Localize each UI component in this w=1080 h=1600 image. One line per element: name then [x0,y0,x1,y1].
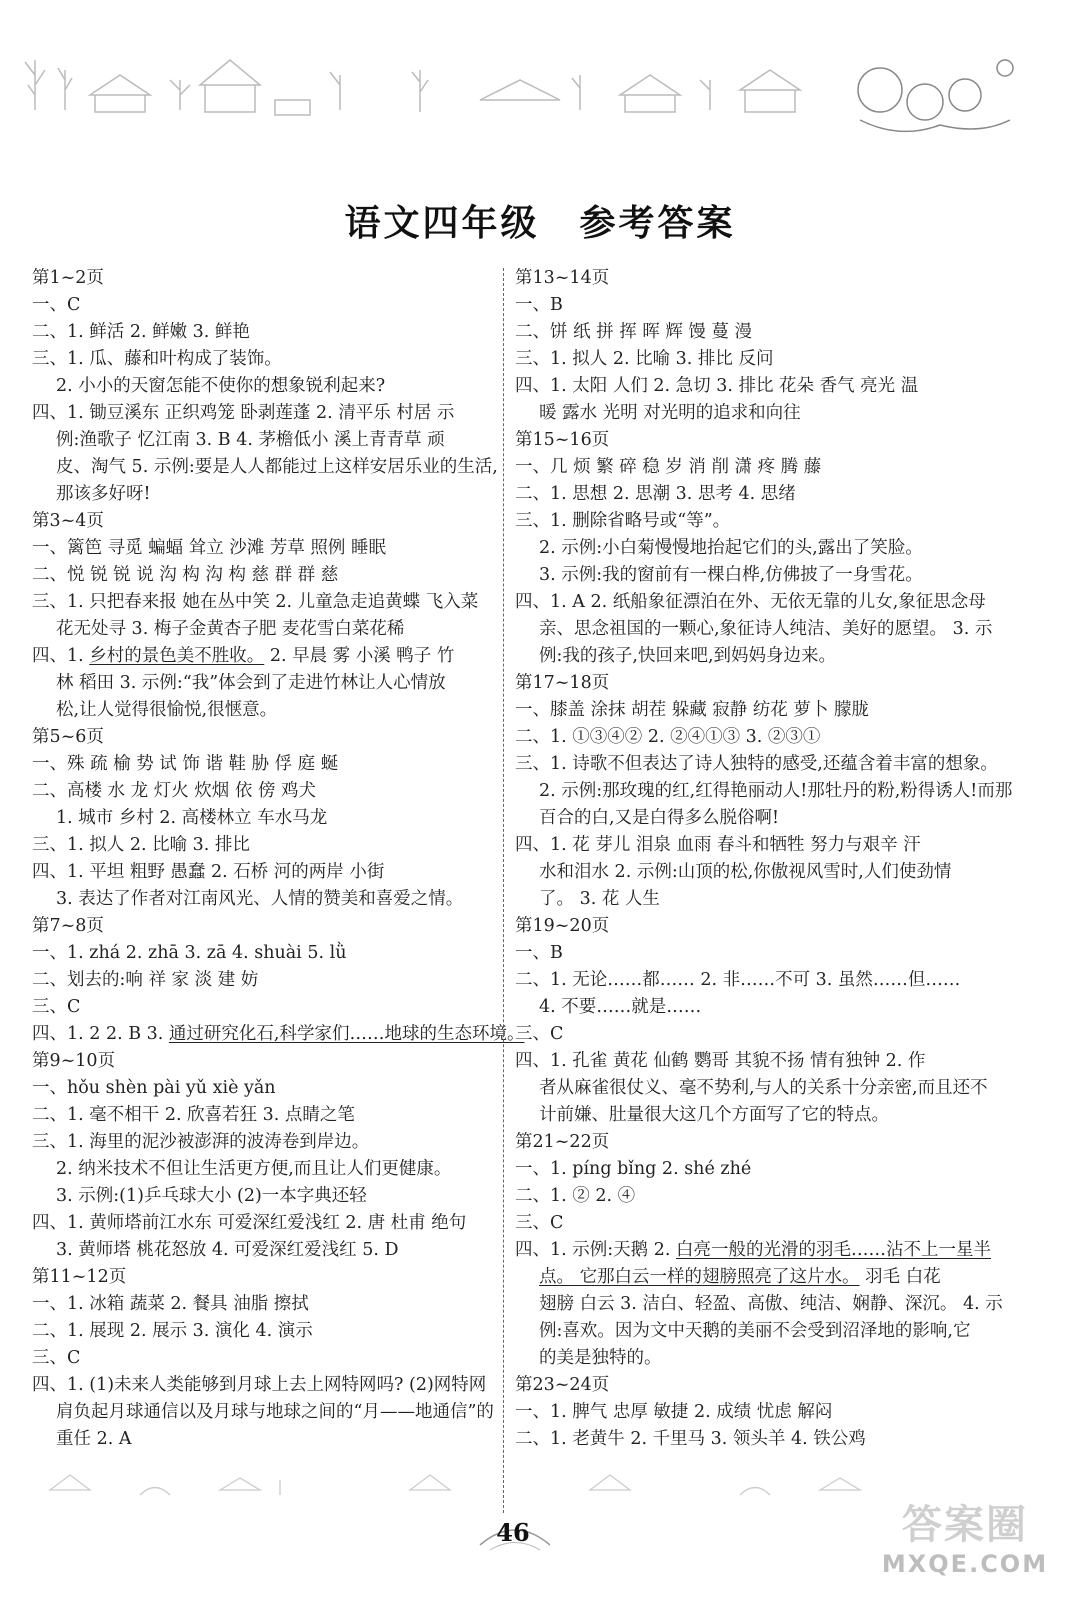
answer-line: 2. 纳米技术不但让生活更方便,而且让人们更健康。 [56,1159,452,1179]
top-decoration [20,40,1060,160]
page-range-heading: 第23~24页 [515,1375,610,1395]
page-number: 46 [496,1518,530,1547]
answer-line: 2. 示例:那玫瑰的红,红得艳丽动人!那牡丹的粉,粉得诱人!而那 [539,781,1013,801]
page-range-heading: 第1~2页 [32,268,104,288]
answer-line: 二、1. 思想 2. 思潮 3. 思考 4. 思绪 [515,484,796,504]
answer-line: 3. 黄师塔 桃花怒放 4. 可爱深红爱浅红 5. D [56,1240,399,1260]
answer-line: 四、1. 花 芽儿 泪泉 血雨 春斗和牺牲 努力与艰辛 汗 [515,835,921,855]
answer-line: 一、C [32,295,81,315]
answer-line: 一、1. píng bǐng 2. shé zhé [515,1159,752,1179]
answer-line [515,1237,1005,1264]
underlined-answer: 白亮一般的光滑的羽毛……沾不上一星半 [675,1240,991,1260]
answer-line: 三、1. 海里的泥沙被澎湃的波涛卷到岸边。 [32,1132,370,1152]
answer-line [32,1021,525,1048]
answer-column-left [32,265,525,1453]
page-range-heading: 第17~18页 [515,673,610,693]
page-range-heading: 第15~16页 [515,430,610,450]
answer-line [32,643,522,670]
answer-line: 亲、思念祖国的一颗心,象征诗人纯洁、美好的愿望。 3. 示 [539,619,993,639]
watermark [870,1500,1060,1590]
answer-line: 例:渔歌子 忆江南 3. B 4. 茅檐低小 溪上青青草 顽 [56,430,445,450]
answer-line: 了。 3. 花 人生 [539,889,660,909]
answer-line: 花无处寻 3. 梅子金黄杏子肥 麦花雪白菜花稀 [56,619,405,639]
answer-line: 一、B [515,295,563,315]
answer-line: 四、1. A 2. 纸船象征漂泊在外、无依无靠的儿女,象征思念母 [515,592,986,612]
answer-line: 二、高楼 水 龙 灯火 炊烟 依 傍 鸡犬 [32,781,316,801]
answer-line: 4. 不要……就是…… [539,997,702,1017]
answer-line: 三、1. 删除省略号或“等”。 [515,511,731,531]
answer-line: 四、1. 孔雀 黄花 仙鹤 鹦哥 其貌不扬 情有独钟 2. 作 [515,1051,926,1071]
answer-line: 2. 示例:小白菊慢慢地抬起它们的头,露出了笑脸。 [539,538,923,558]
answer-line: 四、1. 黄师塔前江水东 可爱深红爱浅红 2. 唐 杜甫 绝句 [32,1213,467,1233]
answer-line: 二、饼 纸 拼 挥 晖 辉 馒 蔓 漫 [515,322,753,342]
answer-line: 二、1. 展现 2. 展示 3. 演化 4. 演示 [32,1321,313,1341]
answer-line: 一、hǒu shèn pài yǔ xiè yǎn [32,1078,276,1098]
answer-line: 四、1. 太阳 人们 2. 急切 3. 排比 花朵 香气 亮光 温 [515,376,919,396]
answer-line: 三、1. 拟人 2. 比喻 3. 排比 反问 [515,349,774,369]
watermark-logo: 答案圈 [902,1502,1028,1548]
page-range-heading: 第5~6页 [32,727,104,747]
answer-line: 三、1. 瓜、藤和叶构成了装饰。 [32,349,282,369]
answer-line: 水和泪水 2. 示例:山顶的松,你傲视风雪时,人们使劲情 [539,862,952,882]
title-answers: 参考答案 [579,202,736,244]
answer-line: 重任 2. A [56,1429,132,1449]
answer-line: 暖 露水 光明 对光明的追求和向往 [539,403,801,423]
answer-line: 一、膝盖 涂抹 胡茬 躲藏 寂静 纺花 萝卜 朦胧 [515,700,869,720]
answer-line: 四、1. 平坦 粗野 愚蠢 2. 石桥 河的两岸 小街 [32,862,385,882]
answer-line: 2. 小小的天窗怎能不使你的想象锐利起来? [56,376,386,396]
answer-line: 3. 示例:(1)乒乓球大小 (2)一本字典还轻 [56,1186,367,1206]
answer-line [515,1264,1005,1291]
answer-line: 三、C [515,1024,564,1044]
answer-line: 松,让人觉得很愉悦,很惬意。 [56,700,278,720]
page-range-heading: 第11~12页 [32,1267,127,1287]
answer-line: 二、1. ①③④② 2. ②④①③ 3. ②③① [515,727,821,747]
page-range-heading: 第7~8页 [32,916,104,936]
answer-line: 3. 表达了作者对江南风光、人情的赞美和喜爱之情。 [56,889,464,909]
answer-line: 三、1. 只把春来报 她在丛中笑 2. 儿童急走追黄蝶 飞入菜 [32,592,479,612]
answer-text: 2. 早晨 雾 小溪 鸭子 竹 [264,646,455,666]
page-range-heading: 第13~14页 [515,268,610,288]
answer-line: 林 稻田 3. 示例:“我”体会到了走进竹林让人心情放 [56,673,446,693]
answer-column-right [515,265,1013,1453]
underlined-answer: 乡村的景色美不胜收。 [89,646,265,666]
title-subject: 语文四年级 [344,202,540,244]
answer-line: 翅膀 白云 3. 洁白、轻盈、高傲、纯洁、娴静、深沉。 4. 示 [539,1294,1003,1314]
answer-text: 四、1. 示例:天鹅 2. [515,1240,676,1260]
answer-line: 肩负起月球通信以及月球与地球之间的“月——地通信”的 [56,1402,494,1422]
answer-text: 四、1. 2 2. B 3. [32,1024,169,1044]
answer-line: 三、C [32,997,81,1017]
answer-line: 一、殊 疏 榆 势 试 饰 谐 鞋 胁 俘 庭 蜒 [32,754,339,774]
underlined-answer: 通过研究化石,科学家们……地球的生态环境。 [168,1024,525,1044]
answer-line: 二、划去的:响 祥 家 淡 建 妨 [32,970,259,990]
answer-line: 二、1. 老黄牛 2. 千里马 3. 领头羊 4. 铁公鸡 [515,1429,866,1449]
answer-line: 一、B [515,943,563,963]
answer-line: 一、几 烦 繁 碎 稳 岁 消 削 潇 疼 腾 藤 [515,457,822,477]
page-range-heading: 第19~20页 [515,916,610,936]
answer-line: 四、1. (1)未来人类能够到月球上去上网特网吗? (2)网特网 [32,1375,487,1395]
page-title [0,195,1080,246]
answer-line: 三、1. 诗歌不但表达了诗人独特的感受,还蕴含着丰富的想象。 [515,754,998,774]
answer-line: 四、1. 锄豆溪东 正织鸡笼 卧剥莲蓬 2. 清平乐 村居 示 [32,403,455,423]
page-range-heading: 第9~10页 [32,1051,116,1071]
answer-line: 一、篱笆 寻觅 蝙蝠 耸立 沙滩 芳草 照例 睡眠 [32,538,386,558]
watermark-url: MXQE.COM [881,1550,1049,1578]
answer-line: 例:我的孩子,快回来吧,到妈妈身边来。 [539,646,837,666]
answer-line: 三、1. 拟人 2. 比喻 3. 排比 [32,835,250,855]
answer-line: 一、1. zhá 2. zhā 3. zā 4. shuài 5. lǜ [32,943,347,963]
answer-line: 1. 城市 乡村 2. 高楼林立 车水马龙 [56,808,328,828]
answer-line: 那该多好呀! [56,484,151,504]
answer-line: 三、C [32,1348,81,1368]
page-range-heading: 第3~4页 [32,511,104,531]
page-range-heading: 第21~22页 [515,1132,610,1152]
answer-text: 四、1. [32,646,90,666]
answer-text: 羽毛 白花 [859,1267,941,1287]
answer-line: 二、1. 鲜活 2. 鲜嫩 3. 鲜艳 [32,322,250,342]
answer-line: 三、C [515,1213,564,1233]
answer-line: 二、1. 无论……都…… 2. 非……不可 3. 虽然……但…… [515,970,961,990]
answer-line: 皮、淘气 5. 示例:要是人人都能过上这样安居乐业的生活, [56,457,498,477]
column-divider [503,268,504,1513]
answer-line: 二、1. ② 2. ④ [515,1186,636,1206]
answer-line: 一、1. 脾气 忠厚 敏捷 2. 成绩 忧虑 解闷 [515,1402,833,1422]
answer-line: 者从麻雀很仗义、毫不势利,与人的关系十分亲密,而且还不 [539,1078,988,1098]
answer-line: 计前嫌、肚量很大这几个方面写了它的特点。 [539,1105,889,1125]
answer-line: 例:喜欢。因为文中天鹅的美丽不会受到沼泽地的影响,它 [539,1321,971,1341]
answer-line: 的美是独特的。 [539,1348,662,1368]
answer-line: 二、1. 毫不相干 2. 欣喜若狂 3. 点睛之笔 [32,1105,355,1125]
underlined-answer: 点。 它那白云一样的翅膀照亮了这片水。 [539,1267,860,1287]
answer-line: 3. 示例:我的窗前有一棵白桦,仿佛披了一身雪花。 [539,565,923,585]
answer-line: 一、1. 冰箱 蔬菜 2. 餐具 油脂 擦拭 [32,1294,309,1314]
answer-line: 百合的白,又是白得多么脱俗啊! [539,808,780,828]
answer-line: 二、悦 锐 锐 说 沟 构 沟 构 慈 群 群 慈 [32,565,339,585]
